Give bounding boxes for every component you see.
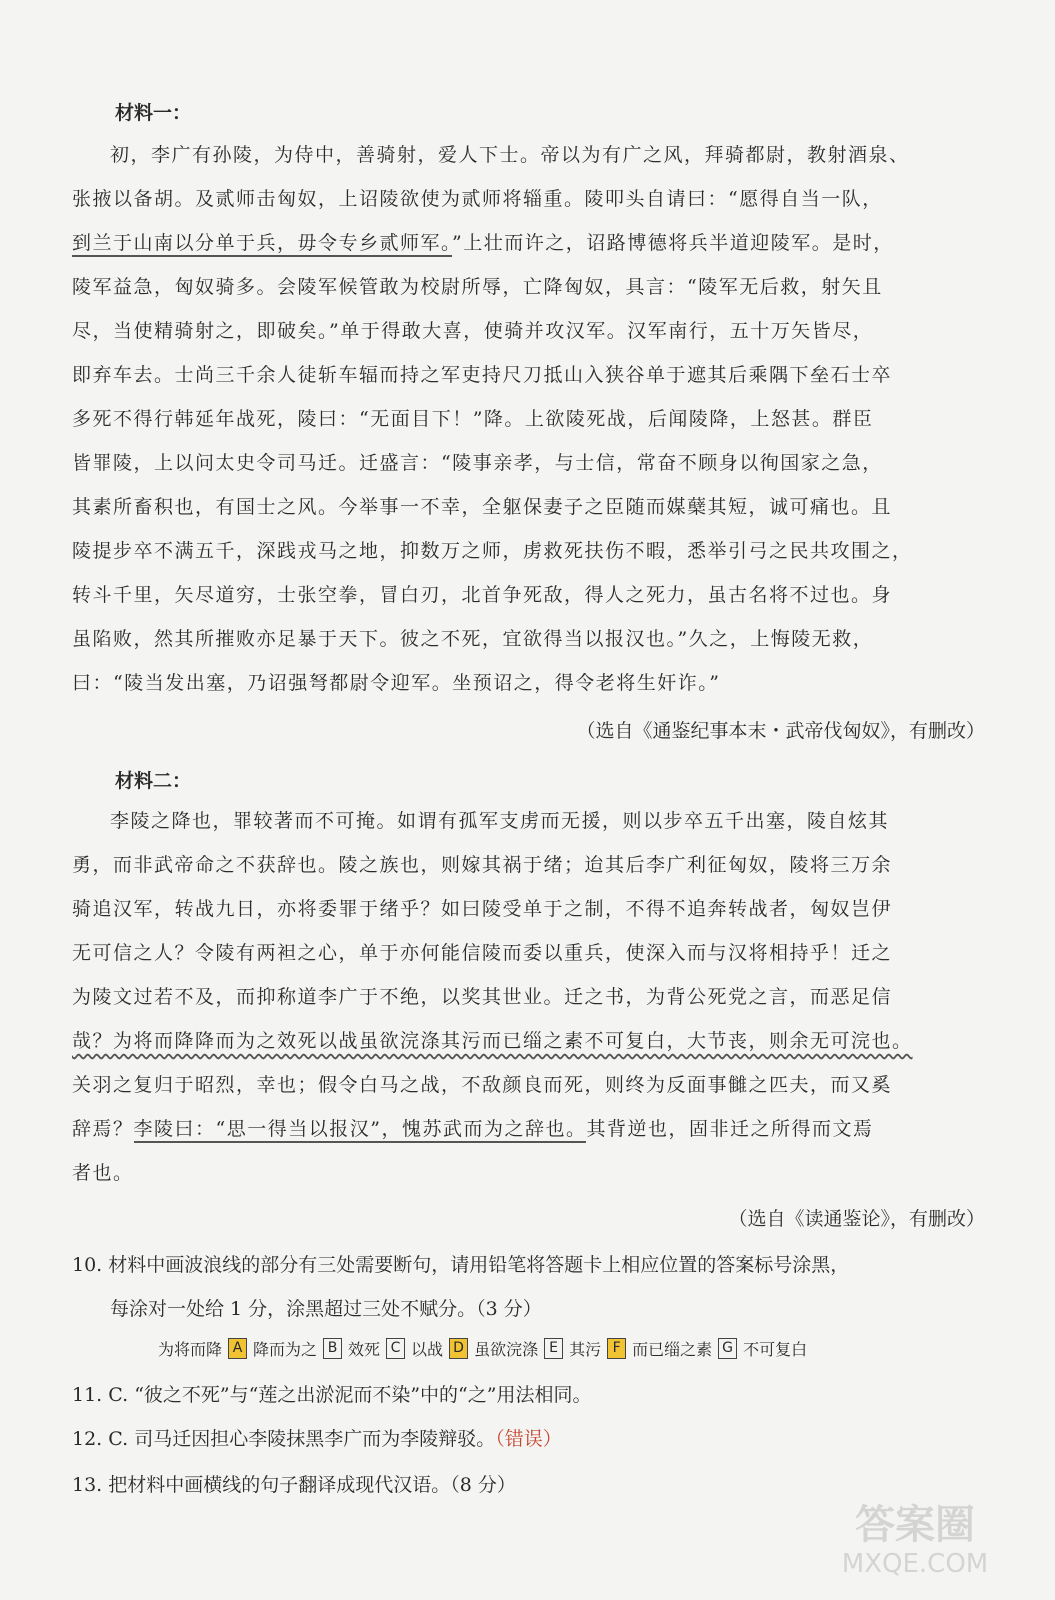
underlined-sentence-2: 李陵曰：“思一得当以报汉”，愧苏武而为之辞也。 [134, 1118, 587, 1143]
material2-source: （选自《读通鉴论》，有删改） [728, 1208, 985, 1230]
material1-line: 虽陷败，然其所摧败亦足暴于天下。彼之不死，宜欲得当以报汉也。”久之，上悔陵无救， [72, 628, 874, 650]
error-mark: （错误） [495, 1428, 562, 1450]
material1-line: 到兰于山南以分单于兵，毋令专乡贰师军。”上壮而许之，诏路博德将兵半道迎陵军。是时， [72, 230, 894, 256]
material2-line: 李陵之降也，罪较著而不可掩。如谓有孤军支虏而无援，则以步卒五千出塞，陵自炫其 [110, 810, 890, 832]
material2-line: 者也。 [72, 1162, 134, 1184]
material1-line: 其素所畜积也，有国士之风。今举事一不幸，全躯保妻子之臣随而媒蘖其短，诚可痛也。且 [72, 496, 893, 518]
material1-line: 尽，当使精骑射之，即破矣。”单于得敢大喜，使骑并攻汉军。汉军南行，五十万矢皆尽， [72, 320, 874, 342]
material1-source: （选自《通鉴纪事本末・武帝伐匈奴》，有删改） [576, 720, 985, 742]
wavy-underlined-line: 哉？为将而降降而为之效死以战虽欲浣涤其污而已缁之素不可复白，大节丧，则余无可浣也。 [72, 1030, 913, 1052]
material1-line: 多死不得行韩延年战死，陵曰：“无面目下！”降。上欲陵死战，后闻陵降，上怒甚。群臣 [72, 408, 874, 430]
material2-line: 为陵文过若不及，而抑称道李广于不绝，以奖其世业。迁之书，为背公死党之言，而恶足信 [72, 986, 893, 1008]
material2-line: 关羽之复归于昭烈，幸也；假令白马之战，不敌颜良而死，则终为反面事雠之匹夫，而又奚 [72, 1074, 893, 1096]
svg-text:答案圈: 答案圈 [855, 1502, 975, 1548]
material1-line: 即弃车去。士尚三千余人徒斩车辐而持之军吏持尺刀抵山入狭谷单于遮其后乘隅下垒石士卒 [72, 364, 893, 386]
option-e-box[interactable]: E [544, 1338, 563, 1359]
question-13: 13. 把材料中画横线的句子翻译成现代汉语。（8 分） [72, 1474, 516, 1496]
material1-line: 转斗千里，矢尽道穷，士张空拳，冒白刃，北首争死敌，得人之死力，虽古名将不过也。身 [72, 584, 893, 606]
material1-line: 陵提步卒不满五千，深践戎马之地，抑数万之师，虏救死扶伤不暇，悉举引弓之民共攻围之， [72, 540, 913, 562]
option-c-box[interactable]: C [386, 1338, 405, 1359]
material2-line: 骑追汉军，转战九日，亦将委罪于绪乎？如曰陵受单于之制，不得不追奔转战者，匈奴岂伊 [72, 898, 893, 920]
question-10: 10. 材料中画波浪线的部分有三处需要断句，请用铅笔将答题卡上相应位置的答案标号涂黑， [72, 1254, 850, 1276]
answer-options-row: 为将而降 A 降而为之 B 效死 C 以战 D 虽欲浣涤 E 其污 F 而已缁之素 G 不可复白 [158, 1340, 808, 1359]
material2-line: 无可信之人？令陵有两袒之心，单于亦何能信陵而委以重兵，使深入而与汉将相持乎！迁之 [72, 942, 893, 964]
material1-heading: 材料一： [115, 102, 192, 124]
material1-line: 皆罪陵，上以问太史令司马迁。迁盛言：“陵事亲孝，与士信，常奋不顾身以徇国家之急， [72, 452, 883, 474]
underlined-sentence-1: 到兰于山南以分单于兵，毋令专乡贰师军。 [72, 232, 452, 257]
watermark-logo-icon [805, 1490, 1025, 1580]
material2-line: 勇，而非武帝命之不获辞也。陵之族也，则嫁其祸于绪；迨其后李广利征匈奴，陵将三万余 [72, 854, 893, 876]
material1-line: 初，李广有孙陵，为侍中，善骑射，爱人下士。帝以为有广之风，拜骑都尉，教射酒泉、 [110, 144, 910, 166]
option-f-box[interactable]: F [607, 1338, 626, 1359]
option-b-box[interactable]: B [323, 1338, 342, 1359]
svg-text:MXQE.COM: MXQE.COM [841, 1549, 989, 1579]
material1-line: 陵军益急，匈奴骑多。会陵军候管敢为校尉所辱，亡降匈奴，具言：“陵军无后救，射矢且 [72, 276, 883, 298]
option-d-box[interactable]: D [449, 1338, 468, 1359]
material1-line: 张掖以备胡。及贰师击匈奴，上诏陵欲使为贰师将辎重。陵叩头自请曰：“愿得自当一队， [72, 188, 883, 210]
question-10-scoring: 每涂对一处给 1 分，涂黑超过三处不赋分。（3 分） [110, 1298, 542, 1320]
material2-heading: 材料二： [115, 770, 192, 792]
material2-line: 辞焉？李陵曰：“思一得当以报汉”，愧苏武而为之辞也。其背逆也，固非迁之所得而文焉 [72, 1116, 873, 1142]
material1-line: 曰：“陵当发出塞，乃诏强弩都尉令迎军。坐预诏之，得令老将生奸诈。” [72, 672, 721, 694]
question-12: 12. C. 司马迁因担心李陵抹黑李广而为李陵辩驳。（错误） [72, 1428, 562, 1450]
option-g-box[interactable]: G [718, 1338, 737, 1359]
question-11: 11. C. “彼之不死”与“莲之出淤泥而不染”中的“之”用法相同。 [72, 1384, 592, 1406]
option-a-box[interactable]: A [228, 1338, 247, 1359]
